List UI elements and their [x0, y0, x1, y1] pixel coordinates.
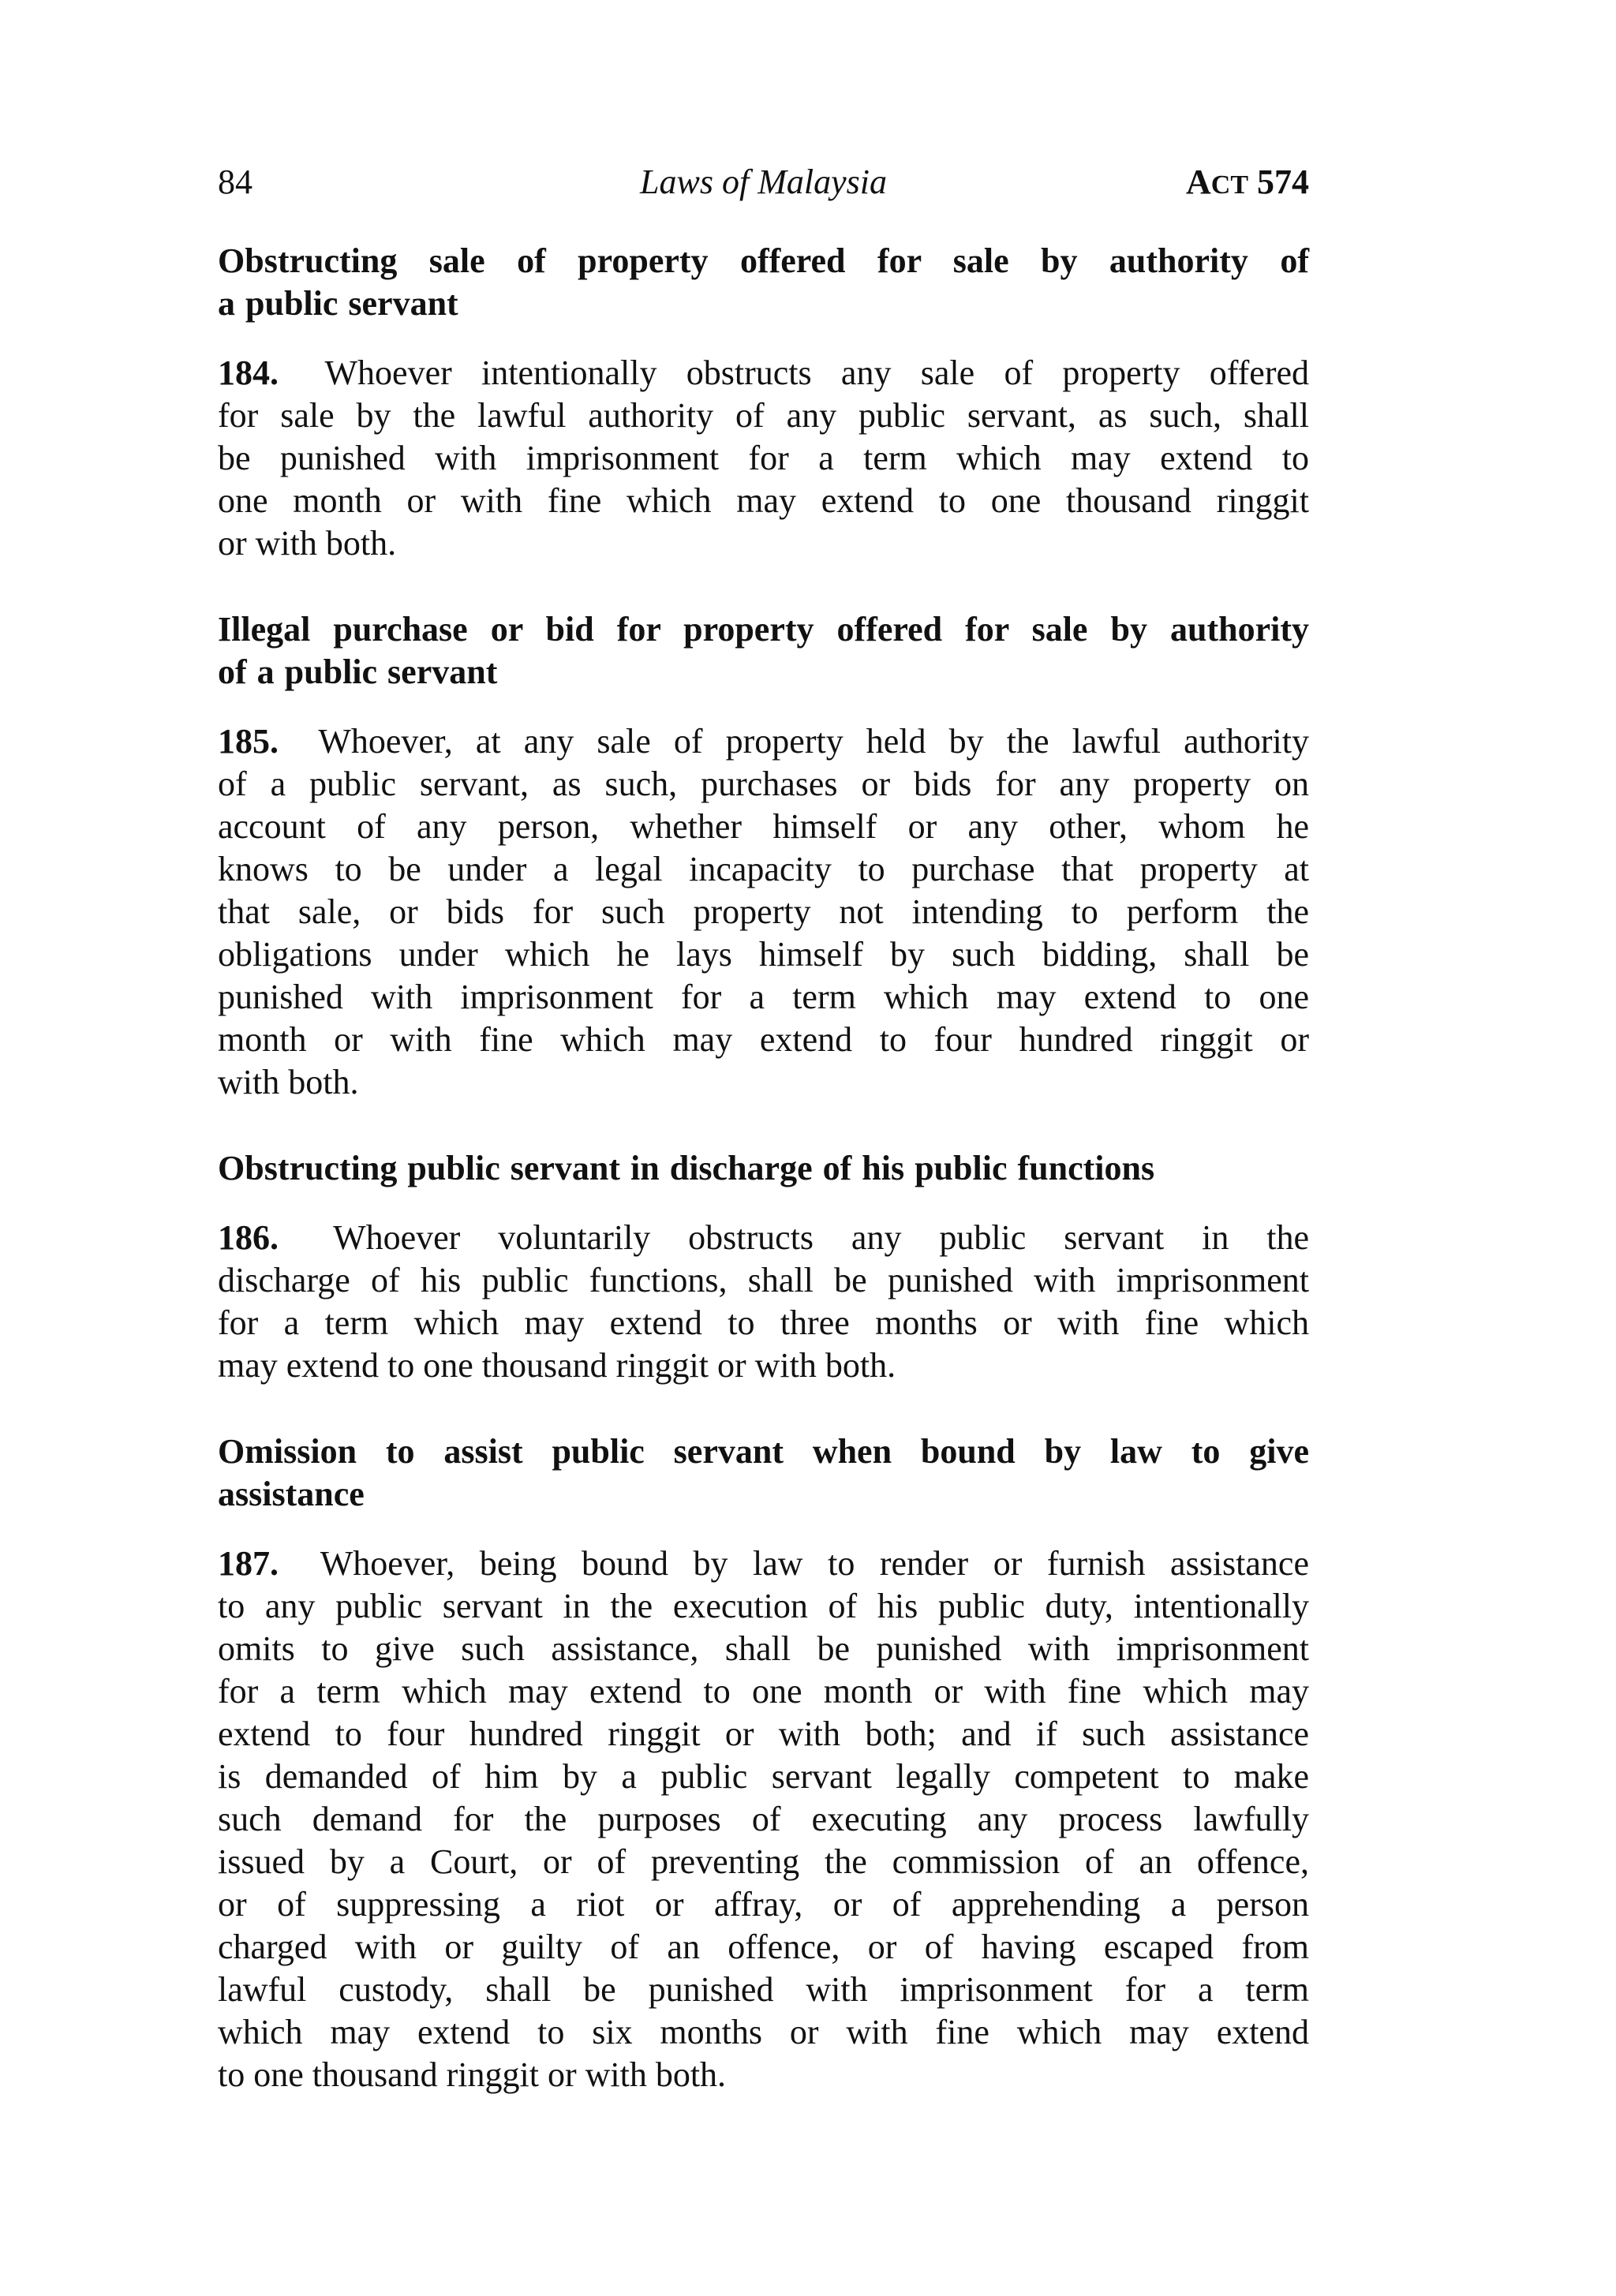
body-line [218, 1543, 1309, 1585]
body-line: discharge of his public functions, shall be punished with imprisonment [218, 1261, 1309, 1299]
section-number: 186. [218, 1218, 279, 1257]
body-line: which may extend to six months or with fine which may extend [218, 2013, 1309, 2051]
body-line: may extend to one thousand ringgit or with both. [218, 1346, 896, 1385]
body-line: is demanded of him by a public servant legally competent to make [218, 1757, 1309, 1796]
running-header [218, 161, 1309, 204]
page-number: 84 [218, 163, 252, 201]
section-body [218, 1543, 1309, 2096]
section-heading [218, 1430, 1309, 1516]
document-page [218, 161, 1309, 2140]
body-line: of a public servant, as such, purchases or bids for any property on [218, 765, 1309, 803]
body-line: charged with or guilty of an offence, or of having escaped from [218, 1928, 1309, 1966]
body-line: to any public servant in the execution of his public duty, intentionally [218, 1587, 1309, 1625]
body-line: for a term which may extend to one month or with fine which may [218, 1672, 1309, 1711]
section-number: 185. [218, 722, 279, 761]
section-heading [218, 608, 1309, 694]
body-text: Whoever, at any sale of property held by the lawful authority [318, 722, 1309, 761]
body-line: with both. [218, 1063, 359, 1101]
act-prefix-smallcaps: CT [1210, 170, 1248, 200]
body-line: obligations under which he lays himself by such bidding, shall be [218, 935, 1309, 974]
body-line [218, 720, 1309, 763]
body-line: to one thousand ringgit or with both. [218, 2055, 727, 2094]
body-line [218, 1217, 1309, 1259]
body-line: omits to give such assistance, shall be punished with imprisonment [218, 1629, 1309, 1668]
section-body [218, 352, 1309, 565]
body-line: lawful custody, shall be punished with imprisonment for a term [218, 1970, 1309, 2009]
heading-line: a public servant [218, 284, 458, 323]
body-line: extend to four hundred ringgit or with both; and if such assistance [218, 1715, 1309, 1753]
body-text: Whoever intentionally obstructs any sale of property offered [324, 353, 1309, 392]
body-text: Whoever voluntarily obstructs any public servant in the [333, 1218, 1309, 1257]
heading-line: Obstructing sale of property offered for sale by authority of [218, 241, 1309, 280]
body-line: for a term which may extend to three months or with fine which [218, 1303, 1309, 1342]
body-line [218, 352, 1309, 395]
heading-line: Obstructing public servant in discharge of his public functions [218, 1149, 1155, 1187]
act-prefix: A [1185, 163, 1211, 201]
body-line: punished with imprisonment for a term which may extend to one [218, 978, 1309, 1016]
heading-line: of a public servant [218, 653, 498, 691]
section-number: 187. [218, 1544, 279, 1583]
body-line: one month or with fine which may extend to one thousand ringgit [218, 481, 1309, 520]
section-heading [218, 240, 1309, 325]
body-line: account of any person, whether himself or any other, whom he [218, 807, 1309, 846]
body-line: knows to be under a legal incapacity to purchase that property at [218, 850, 1309, 888]
body-line: for sale by the lawful authority of any public servant, as such, shall [218, 396, 1309, 435]
heading-line: Omission to assist public servant when bound by law to give [218, 1432, 1309, 1471]
heading-line: Illegal purchase or bid for property offered for sale by authority [218, 610, 1309, 649]
body-line: or of suppressing a riot or affray, or of apprehending a person [218, 1885, 1309, 1924]
body-line: such demand for the purposes of executing any process lawfully [218, 1800, 1309, 1838]
act-number-value: 574 [1257, 163, 1309, 201]
body-text: Whoever, being bound by law to render or furnish assistance [320, 1544, 1309, 1583]
section-heading [218, 1147, 1309, 1190]
sections [218, 240, 1309, 2096]
section-body [218, 720, 1309, 1104]
body-line: issued by a Court, or of preventing the commission of an offence, [218, 1842, 1309, 1881]
body-line: month or with fine which may extend to four hundred ringgit or [218, 1020, 1309, 1059]
section-body [218, 1217, 1309, 1387]
header-title: Laws of Malaysia [640, 163, 887, 201]
heading-line: assistance [218, 1475, 365, 1513]
body-line: that sale, or bids for such property not intending to perform the [218, 892, 1309, 931]
act-number [1186, 161, 1309, 207]
section-number: 184. [218, 353, 279, 392]
body-line: or with both. [218, 524, 397, 563]
body-line: be punished with imprisonment for a term which may extend to [218, 439, 1309, 477]
